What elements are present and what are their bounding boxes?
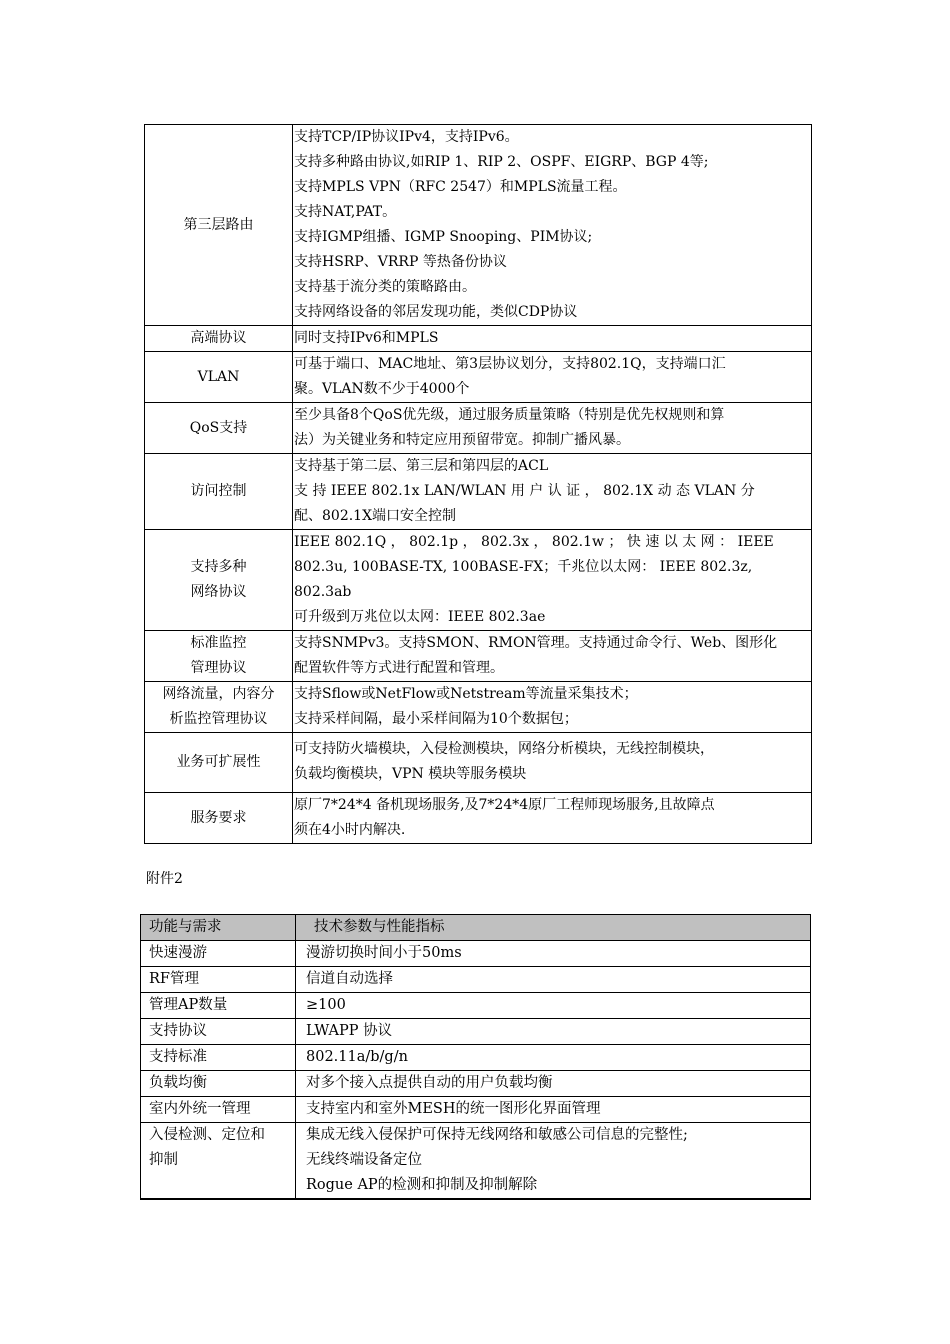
- description-line: 802.3ab: [294, 584, 352, 600]
- spec-cell: [296, 1019, 811, 1045]
- table-row: [145, 403, 812, 454]
- feature-label: [145, 125, 293, 326]
- description-line: 至少具备8个QoS优先级，通过服务质量策略（特别是优先权规则和算: [294, 407, 725, 423]
- feature-label: [145, 403, 293, 454]
- feature-description: [293, 403, 812, 454]
- spec-line: 对多个接入点提供自动的用户负载均衡: [306, 1075, 553, 1091]
- feature-label: [145, 793, 293, 844]
- label-line: 支持多种: [190, 559, 247, 575]
- spec-cell: [296, 1071, 811, 1097]
- feature-line: 入侵检测、定位和: [149, 1127, 265, 1143]
- spec-cell: [296, 993, 811, 1019]
- label-line: 服务要求: [190, 809, 247, 826]
- spec-cell: [296, 941, 811, 967]
- label-line: 标准监控: [190, 635, 247, 651]
- label-line: QoS支持: [189, 419, 248, 436]
- label-line: 第三层路由: [183, 216, 254, 233]
- spec-line: 信道自动选择: [306, 971, 393, 987]
- feature-description: [293, 682, 812, 733]
- label-line: 高端协议: [190, 330, 247, 346]
- description-line: 可升级到万兆位以太网：IEEE 802.3ae: [294, 609, 546, 625]
- table-row: [145, 326, 812, 352]
- feature-description: [293, 454, 812, 530]
- table-row: [141, 1019, 811, 1045]
- spec-line: 集成无线入侵保护可保持无线网络和敏感公司信息的完整性;: [306, 1127, 688, 1143]
- description-line: 支持多种路由协议,如RIP 1、RIP 2、OSPF、EIGRP、BGP 4等;: [294, 154, 709, 170]
- label-line: 管理协议: [190, 660, 247, 676]
- table-row: [145, 454, 812, 530]
- label-line: 析监控管理协议: [169, 711, 268, 727]
- wireless-spec-table: [140, 914, 811, 1200]
- description-line: 支持采样间隔，最小采样间隔为10个数据包；: [294, 711, 578, 727]
- feature-cell: [141, 1097, 296, 1123]
- feature-label: [145, 631, 293, 682]
- label-line: 业务可扩展性: [176, 754, 261, 770]
- description-line: 支持HSRP、VRRP 等热备份协议: [294, 254, 507, 270]
- table-row: [145, 125, 812, 326]
- description-line: 负载均衡模块，VPN 模块等服务模块: [294, 766, 527, 782]
- feature-description: [293, 125, 812, 326]
- label-line: 网络协议: [190, 584, 247, 600]
- description-line: 802.3u, 100BASE-TX, 100BASE-FX；千兆位以太网： IEEE 802.3z,: [294, 559, 753, 575]
- description-line: 配置软件等方式进行配置和管理。: [294, 660, 504, 676]
- label-line: VLAN: [197, 368, 240, 385]
- spec-cell: [296, 967, 811, 993]
- feature-cell: [141, 1019, 296, 1045]
- spec-line: Rogue AP的检测和抑制及抑制解除: [306, 1177, 538, 1193]
- table-row: [145, 530, 812, 631]
- spec-line: ≥100: [306, 997, 346, 1013]
- description-line: 支持基于第二层、第三层和第四层的ACL: [294, 458, 549, 474]
- feature-line: 抑制: [149, 1152, 178, 1168]
- description-line: 支持IGMP组播、IGMP Snooping、PIM协议;: [294, 229, 593, 245]
- feature-label: [145, 326, 293, 352]
- feature-description: [293, 352, 812, 403]
- description-line: 须在4小时内解决.: [294, 822, 406, 838]
- feature-cell: [141, 1045, 296, 1071]
- spec-cell: [296, 1123, 811, 1200]
- feature-label: [145, 733, 293, 793]
- description-line: 支 持 IEEE 802.1x LAN/WLAN 用 户 认 证 ， 802.1X 动 态 VLAN 分: [294, 483, 755, 499]
- description-line: 同时支持IPv6和MPLS: [294, 330, 439, 346]
- feature-label: [145, 454, 293, 530]
- feature-description: [293, 733, 812, 793]
- column-header-spec: 技术参数与性能指标: [296, 915, 811, 941]
- feature-description: [293, 530, 812, 631]
- label-line: 访问控制: [190, 483, 247, 499]
- table-row: [141, 941, 811, 967]
- spec-line: 802.11a/b/g/n: [306, 1049, 408, 1065]
- description-line: 配、802.1X端口安全控制: [294, 508, 457, 524]
- table-row: [145, 793, 812, 844]
- description-line: 原厂7*24*4 备机现场服务,及7*24*4原厂工程师现场服务,且故障点: [294, 797, 715, 813]
- feature-line: 快速漫游: [149, 945, 207, 961]
- description-line: 支持Sflow或NetFlow或Netstream等流量采集技术；: [294, 686, 638, 702]
- column-header-feature: 功能与需求: [141, 915, 296, 941]
- feature-description: [293, 326, 812, 352]
- description-line: 支持TCP/IP协议IPv4，支持IPv6。: [294, 129, 519, 145]
- feature-cell: [141, 941, 296, 967]
- description-line: IEEE 802.1Q ， 802.1p ， 802.3x ， 802.1w ； 快 速 以 太 网 ： IEEE: [294, 534, 774, 550]
- attachment-label: 附件2: [146, 871, 183, 887]
- switch-spec-table: [144, 124, 812, 844]
- spec-line: 无线终端设备定位: [306, 1152, 422, 1168]
- feature-cell: [141, 967, 296, 993]
- description-line: 可支持防火墙模块，入侵检测模块，网络分析模块，无线控制模块，: [294, 741, 714, 757]
- spec-cell: [296, 1045, 811, 1071]
- description-line: 法）为关键业务和特定应用预留带宽。抑制广播风暴。: [294, 432, 630, 448]
- feature-label: [145, 530, 293, 631]
- feature-label: [145, 682, 293, 733]
- feature-description: [293, 793, 812, 844]
- feature-cell: [141, 993, 296, 1019]
- table-row: [141, 993, 811, 1019]
- spec-line: 支持室内和室外MESH的统一图形化界面管理: [306, 1101, 601, 1117]
- table-row: [141, 1071, 811, 1097]
- table-row: [145, 352, 812, 403]
- table-row: [145, 733, 812, 793]
- description-line: 支持基于流分类的策略路由。: [294, 279, 476, 295]
- feature-line: 室内外统一管理: [149, 1101, 251, 1117]
- table-row: [141, 1045, 811, 1071]
- description-line: 支持NAT,PAT。: [294, 204, 397, 220]
- feature-line: 支持协议: [149, 1023, 207, 1039]
- description-line: 支持MPLS VPN（RFC 2547）和MPLS流量工程。: [294, 179, 627, 195]
- description-line: 聚。VLAN数不少于4000个: [294, 381, 470, 397]
- table-row: [141, 967, 811, 993]
- description-line: 可基于端口、MAC地址、第3层协议划分，支持802.1Q，支持端口汇: [294, 356, 726, 372]
- description-line: 支持SNMPv3。支持SMON、RMON管理。支持通过命令行、Web、图形化: [294, 635, 778, 651]
- table-row: [145, 682, 812, 733]
- feature-line: 管理AP数量: [149, 997, 228, 1013]
- spec-line: 漫游切换时间小于50ms: [306, 945, 462, 961]
- table-header-row: [141, 915, 811, 941]
- feature-cell: [141, 1123, 296, 1200]
- feature-line: 负载均衡: [149, 1075, 207, 1091]
- table-row: [145, 631, 812, 682]
- description-line: 支持网络设备的邻居发现功能，类似CDP协议: [294, 304, 578, 320]
- spec-line: LWAPP 协议: [306, 1023, 393, 1039]
- table-row: [141, 1097, 811, 1123]
- feature-cell: [141, 1071, 296, 1097]
- spec-cell: [296, 1097, 811, 1123]
- feature-label: [145, 352, 293, 403]
- feature-line: 支持标准: [149, 1049, 207, 1065]
- table-row: [141, 1123, 811, 1200]
- label-line: 网络流量，内容分: [162, 686, 275, 702]
- feature-line: RF管理: [149, 971, 199, 987]
- feature-description: [293, 631, 812, 682]
